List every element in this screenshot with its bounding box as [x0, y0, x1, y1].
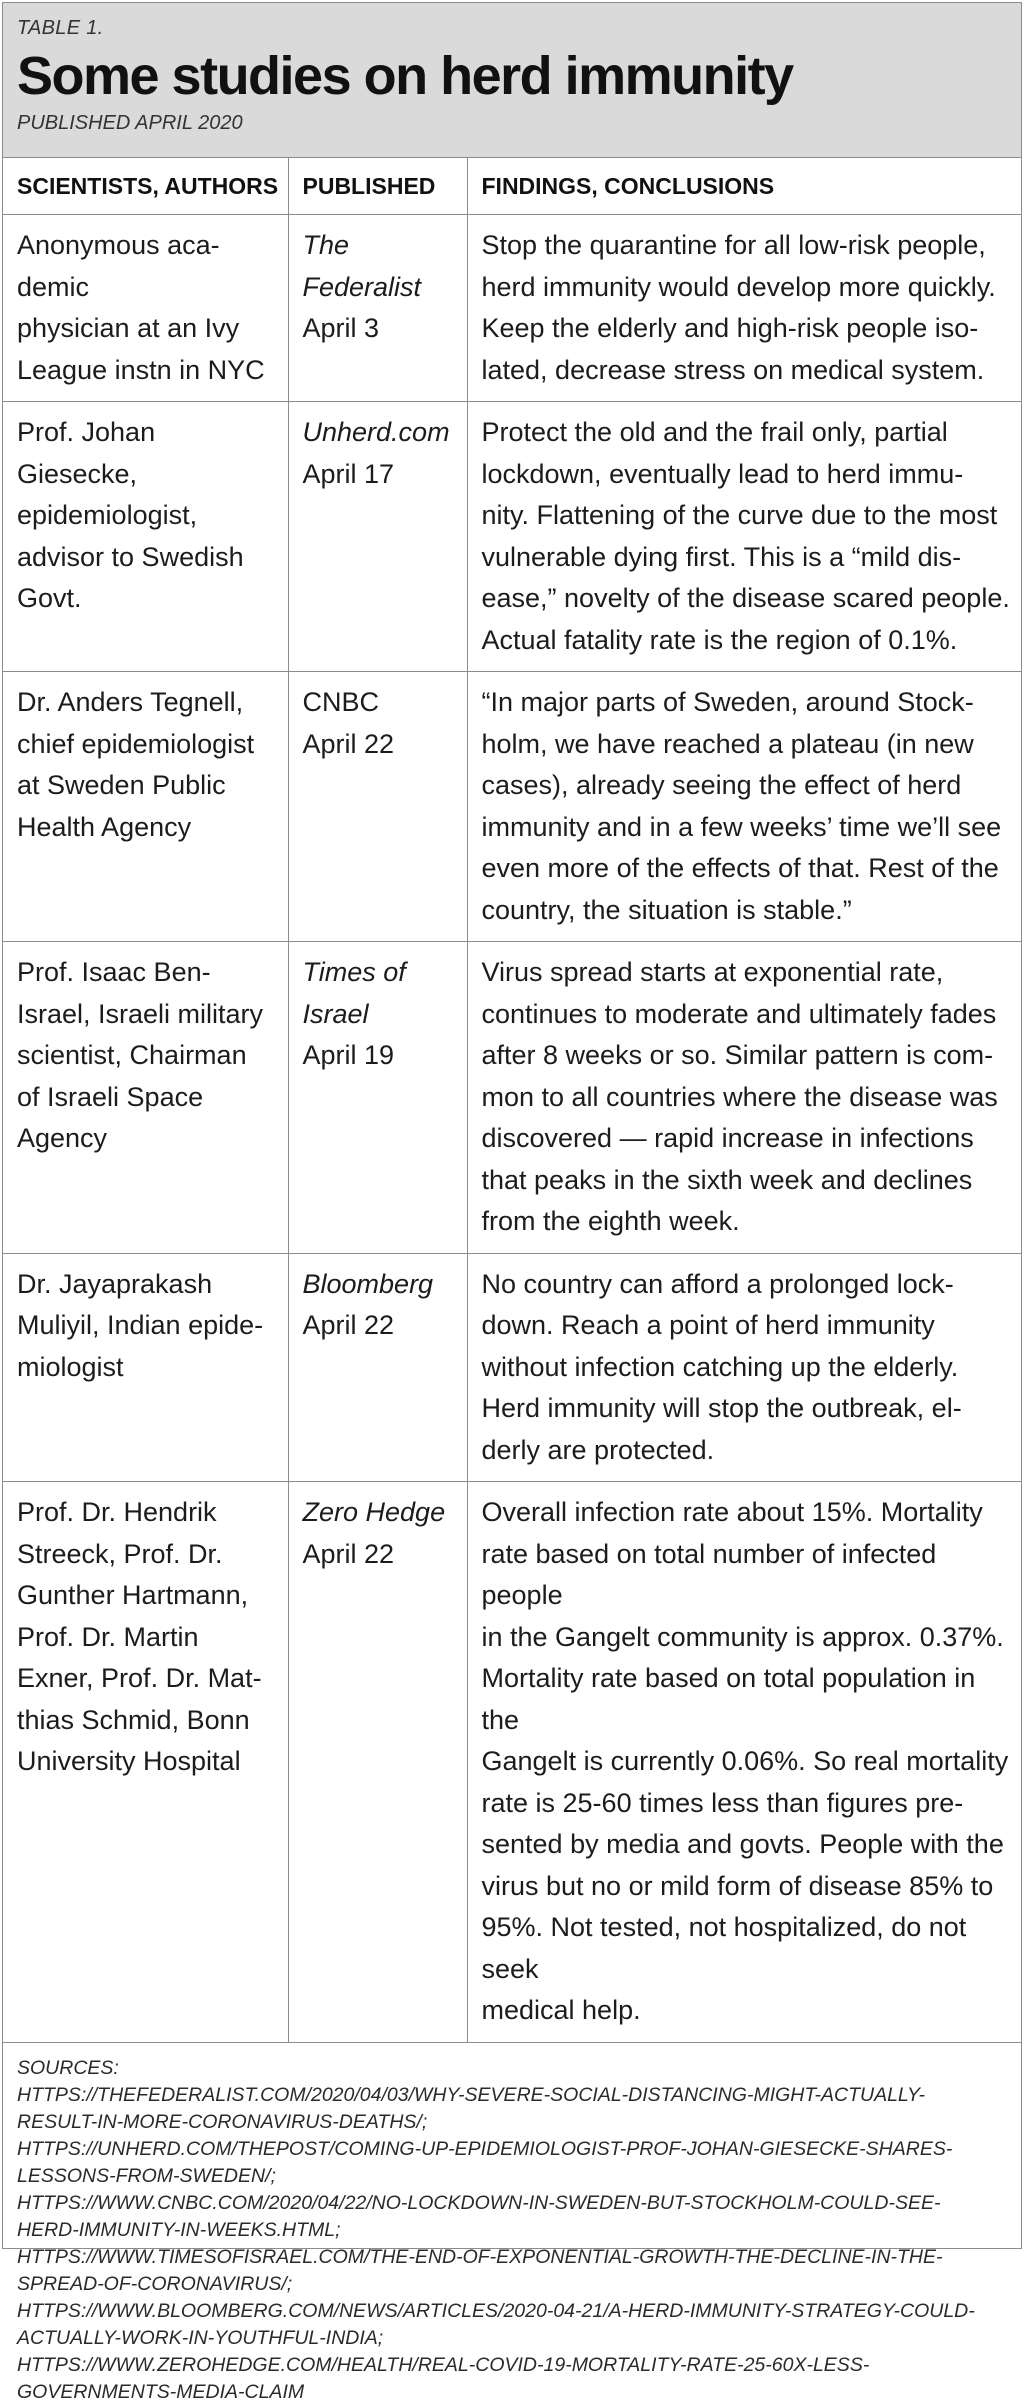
- authors-cell: Prof. Johan Giesecke, epidemiologist, advisor to Swedish Govt.: [3, 402, 288, 672]
- source-url-line: HTTPS://UNHERD.COM/THEPOST/COMING-UP-EPIDEMIOLOGIST-PROF-JOHAN-GIESECKE-SHARES-: [17, 2137, 953, 2160]
- studies-table: [3, 158, 1021, 2043]
- findings-cell: No country can afford a prolonged lock- down. Reach a point of herd immunity without infection catching up the elderly. Herd immunity will stop the outbreak, el- derly are protected.: [467, 1253, 1021, 1482]
- authors-cell: Prof. Isaac Ben- Israel, Israeli military scientist, Chairman of Israeli Space Agency: [3, 942, 288, 1254]
- source-url-line: HTTPS://WWW.CNBC.COM/2020/04/22/NO-LOCKDOWN-IN-SWEDEN-BUT-STOCKHOLM-COULD-SEE-: [17, 2191, 941, 2214]
- table-row: [3, 1253, 1021, 1482]
- table-row: [3, 215, 1021, 402]
- published-cell: [288, 1482, 467, 2043]
- published-cell: [288, 402, 467, 672]
- outlet-name: Times of Israel: [302, 957, 406, 1029]
- table-row: [3, 1482, 1021, 2043]
- source-url-line: HTTPS://WWW.BLOOMBERG.COM/NEWS/ARTICLES/2020-04-21/A-HERD-IMMUNITY-STRATEGY-COULD-: [17, 2299, 975, 2322]
- source-url-line: HTTPS://WWW.TIMESOFISRAEL.COM/THE-END-OF-EXPONENTIAL-GROWTH-THE-DECLINE-IN-THE-: [17, 2245, 943, 2268]
- table-body: [3, 215, 1021, 2043]
- authors-cell: Dr. Anders Tegnell, chief epidemiologist at Sweden Public Health Agency: [3, 672, 288, 942]
- table-row: [3, 672, 1021, 942]
- outlet-name: Bloomberg: [302, 1268, 434, 1299]
- findings-cell: Stop the quarantine for all low-risk people, herd immunity would develop more quickly. Keep the elderly and high-risk people iso- lated, decrease stress on medical system.: [467, 215, 1021, 402]
- source-url-line: HTTPS://WWW.ZEROHEDGE.COM/HEALTH/REAL-COVID-19-MORTALITY-RATE-25-60X-LESS-: [17, 2353, 870, 2376]
- source-url-line: RESULT-IN-MORE-CORONAVIRUS-DEATHS/;: [17, 2110, 428, 2133]
- authors-cell: Dr. Jayaprakash Muliyil, Indian epide- miologist: [3, 1253, 288, 1482]
- authors-cell: Prof. Dr. Hendrik Streeck, Prof. Dr. Gunther Hartmann, Prof. Dr. Martin Exner, Prof. Dr. Mat- thias Schmid, Bonn University Hospital: [3, 1482, 288, 2043]
- publish-date: April 22: [302, 1538, 395, 1569]
- publish-date: CNBC April 22: [302, 687, 395, 759]
- publish-date: April 22: [302, 1310, 395, 1340]
- column-header-findings: FINDINGS, CONCLUSIONS: [467, 158, 1021, 215]
- table-row: [3, 402, 1021, 672]
- published-cell: [288, 672, 467, 942]
- published-cell: [288, 1253, 467, 1482]
- column-header-published: PUBLISHED: [288, 158, 467, 215]
- publication-date: PUBLISHED APRIL 2020: [17, 112, 243, 134]
- authors-cell: Anonymous aca- demic physician at an Ivy League instn in NYC: [3, 215, 288, 402]
- published-cell: [288, 942, 467, 1254]
- published-cell: [288, 215, 467, 402]
- outlet-name: Zero Hedge: [302, 1497, 446, 1527]
- findings-cell: Virus spread starts at exponential rate, continues to moderate and ultimately fades after 8 weeks or so. Similar pattern is com- mon to all countries where the disease was discovered — rapid increase in infections that peaks in the sixth week and declines from the eighth week.: [467, 942, 1021, 1254]
- column-header-authors: SCIENTISTS, AUTHORS: [3, 158, 288, 215]
- findings-cell: “In major parts of Sweden, around Stock- holm, we have reached a plateau (in new cases), already seeing the effect of herd immunity and in a few weeks’ time we’ll see even more of the effects of that. Rest of the country, the situation is stable.”: [467, 672, 1021, 942]
- source-url-line: ACTUALLY-WORK-IN-YOUTHFUL-INDIA;: [17, 2326, 384, 2349]
- source-url-line: GOVERNMENTS-MEDIA-CLAIM: [17, 2380, 305, 2403]
- source-url-line: LESSONS-FROM-SWEDEN/;: [17, 2164, 276, 2187]
- source-url-line: HTTPS://THEFEDERALIST.COM/2020/04/03/WHY-SEVERE-SOCIAL-DISTANCING-MIGHT-ACTUALLY-: [17, 2083, 926, 2106]
- publish-date: April 17: [302, 458, 395, 489]
- source-url-line: SPREAD-OF-CORONAVIRUS/;: [17, 2272, 293, 2295]
- table-title: Some studies on herd immunity: [17, 46, 793, 106]
- source-url-line: HERD-IMMUNITY-IN-WEEKS.HTML;: [17, 2218, 341, 2241]
- table-number: TABLE 1.: [17, 17, 104, 39]
- sources-list: [17, 2082, 1007, 2406]
- findings-cell: Overall infection rate about 15%. Mortality rate based on total number of infected people in the Gangelt community is approx. 0.37%. Mortality rate based on total population in the Gangelt is currently 0.06%. So real mortality rate is 25-60 times less than figures pre- sented by media and govts. People with the virus but no or mild form of disease 85% to 95%. Not tested, not hospitalized, do not seek medical help.: [467, 1482, 1021, 2043]
- outlet-name: Unherd.com: [302, 417, 450, 447]
- sources-label: SOURCES:: [17, 2056, 119, 2079]
- publish-date: April 19: [302, 1040, 395, 1070]
- findings-cell: Protect the old and the frail only, partial lockdown, eventually lead to herd immu- nity. Flattening of the curve due to the most vulnerable dying first. This is a “mild dis- ease,” novelty of the disease scared people. Actual fatality rate is the region of 0.1%.: [467, 402, 1021, 672]
- table-figure: [2, 2, 1022, 2403]
- publish-date: April 3: [302, 313, 380, 343]
- sources-section: [3, 2043, 1021, 2406]
- table-row: [3, 942, 1021, 1254]
- outlet-name: The Federalist: [302, 230, 422, 302]
- table-header: [3, 3, 1021, 158]
- header-row: [3, 158, 1021, 215]
